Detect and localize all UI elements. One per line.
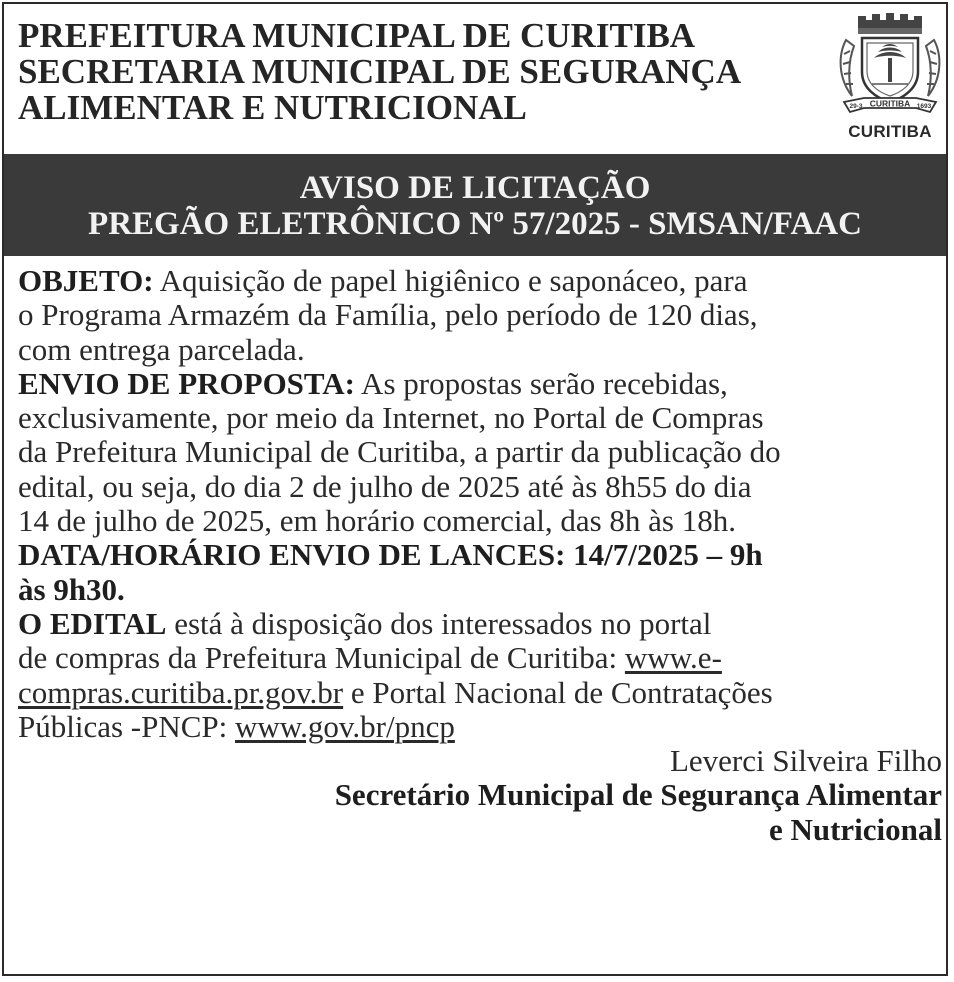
edital-text-3: e Portal Nacional de Contratações — [343, 674, 773, 710]
envio-text-1: As propostas serão recebidas, — [355, 365, 728, 401]
edital-paragraph — [18, 607, 942, 744]
header-line-3: ALIMENTAR E NUTRICIONAL — [18, 88, 527, 127]
edital-text-1: está à disposição dos interessados no portal — [166, 605, 712, 641]
lances-paragraph — [18, 538, 942, 607]
header-line-1: PREFEITURA MUNICIPAL DE CURITIBA — [18, 16, 696, 55]
crest-caption: CURITIBA — [848, 122, 932, 141]
envio-text-3: da Prefeitura Municipal de Curitiba, a partir da publicação do — [18, 434, 781, 470]
envio-text-4: edital, ou seja, do dia 2 de julho de 2025 até às 8h55 do dia — [18, 468, 752, 504]
header-line-2: SECRETARIA MUNICIPAL DE SEGURANÇA — [18, 52, 742, 91]
signature-title-2-text: e Nutricional — [768, 811, 942, 847]
e-compras-link-part-2[interactable]: compras.curitiba.pr.gov.br — [18, 674, 344, 710]
signature-title-2 — [18, 813, 942, 847]
envio-text-2: exclusivamente, por meio da Internet, no Portal de Compras — [18, 400, 764, 436]
header-title — [18, 18, 741, 126]
notice-body — [18, 264, 942, 847]
crest-year-left: 29-3 — [849, 103, 863, 110]
notice-frame — [2, 2, 948, 976]
envio-text-5: 14 de julho de 2025, em horário comercial, das 8h às 18h. — [18, 503, 736, 539]
edital-label: O EDITAL — [18, 605, 167, 641]
signature-title-1 — [18, 778, 942, 812]
envio-label: ENVIO DE PROPOSTA: — [18, 365, 356, 401]
coat-of-arms-icon — [834, 10, 946, 120]
banner-line-2: PREGÃO ELETRÔNICO Nº 57/2025 - SMSAN/FAAC — [88, 206, 862, 242]
lances-line-1: DATA/HORÁRIO ENVIO DE LANCES: 14/7/2025 – 9h — [18, 537, 763, 573]
crest-year-right: 1693 — [916, 103, 932, 110]
envio-paragraph — [18, 367, 942, 538]
e-compras-link-part-1[interactable]: www.e- — [624, 640, 722, 676]
edital-text-2: de compras da Prefeitura Municipal de Curitiba: — [18, 640, 625, 676]
edital-text-4: Públicas -PNCP: — [18, 708, 236, 744]
signature-title-1-text: Secretário Municipal de Segurança Alimentar — [334, 777, 942, 813]
curitiba-crest — [834, 10, 946, 146]
objeto-text-3: com entrega parcelada. — [18, 331, 305, 367]
pncp-link[interactable]: www.gov.br/pncp — [235, 708, 455, 744]
objeto-text-1: Aquisição de papel higiênico e saponáceo, para — [153, 263, 748, 298]
objeto-label: OBJETO: — [18, 263, 154, 298]
crest-ribbon-text: CURITIBA — [869, 98, 911, 109]
notice-banner — [4, 154, 946, 256]
header — [4, 4, 946, 154]
objeto-paragraph — [18, 264, 942, 367]
banner-line-1: AVISO DE LICITAÇÃO — [299, 170, 651, 206]
lances-line-2: às 9h30. — [18, 571, 125, 607]
signature-name: Leverci Silveira Filho — [669, 743, 942, 779]
objeto-text-2: o Programa Armazém da Família, pelo período de 120 dias, — [18, 297, 758, 333]
